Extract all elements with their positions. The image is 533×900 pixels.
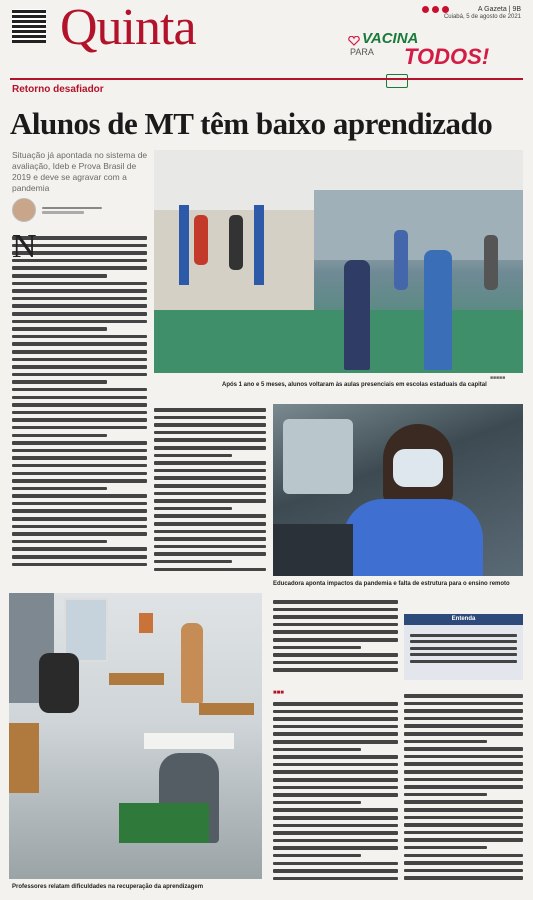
masthead: Quinta: [60, 0, 196, 56]
page-number: 9B: [512, 6, 521, 13]
headline: Alunos de MT têm baixo aprendizado: [10, 106, 493, 141]
qr-code: [12, 9, 46, 43]
campaign-para: PARA: [350, 47, 374, 57]
body-column-1: [12, 232, 147, 572]
date-line: Cuiabá, 5 de agosto de 2021: [443, 14, 521, 20]
government-logo: [386, 74, 408, 88]
caption-photo-1: Após 1 ano e 5 meses, alunos voltaram às aulas presenciais em escolas estaduais da capital: [222, 382, 487, 388]
photo-educator-in-car: [273, 404, 523, 576]
heart-icon: [348, 33, 360, 43]
info-box-title: Entenda: [404, 614, 523, 625]
body-column-3b: [273, 698, 398, 888]
subheading: ■■■: [273, 690, 284, 696]
photo-school-hallway: [154, 150, 523, 373]
body-column-3a: [273, 596, 398, 691]
photo-credit-1: ■■■■■: [490, 375, 506, 381]
caption-photo-3: Professores relatam dificuldades na recuperação da aprendizagem: [12, 884, 204, 890]
body-column-4: [404, 690, 523, 890]
section-rule: [10, 78, 523, 80]
caption-photo-2: Educadora aponta impactos da pandemia e falta de estrutura para o ensino remoto: [273, 581, 510, 587]
campaign-vacina: VACINA: [362, 30, 419, 47]
deck: Situação já apontada no sistema de avaliação, Ideb e Prova Brasil de 2019 e deve se agravar com a pandemia: [12, 150, 148, 193]
campaign-todos: TODOS!: [404, 44, 490, 69]
drop-cap: N: [12, 232, 37, 265]
kicker: Retorno desafiador: [12, 84, 104, 95]
info-box-text: [410, 630, 517, 675]
body-column-2: [154, 404, 266, 576]
photo-classroom: [9, 593, 262, 879]
author-avatar: [12, 198, 36, 222]
social-icons: [422, 6, 449, 13]
page-info: A Gazeta | 9B: [477, 6, 521, 13]
byline: [12, 198, 148, 222]
newspaper-name: A Gazeta: [477, 6, 507, 13]
